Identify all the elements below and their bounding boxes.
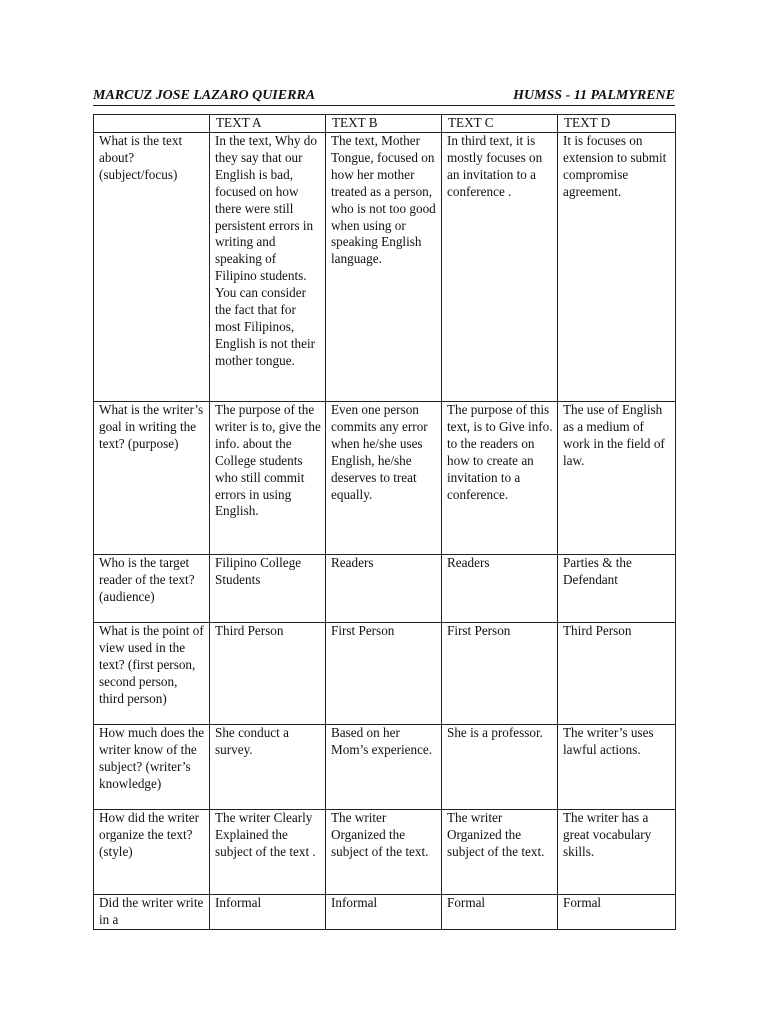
answer-cell-text-c: Readers (442, 555, 558, 623)
answer-cell-text-a: In the text, Why do they say that our English is bad, focused on how there were still persistent errors in writing and speaking of Filipino students. You can consider the fact that for most Filipinos, English is not their mother tongue. (210, 133, 326, 402)
table-row (94, 810, 676, 895)
answer-cell-text-a: She conduct a survey. (210, 725, 326, 810)
answer-cell-text-a: Informal (210, 895, 326, 930)
answer-cell-text-d: Parties & the Defendant (558, 555, 676, 623)
table-row (94, 133, 676, 402)
student-name: MARCUZ JOSE LAZARO QUIERRA (93, 88, 316, 103)
header-cell-text-b: TEXT B (326, 115, 442, 133)
question-cell: What is the point of view used in the text? (first person, second person, third person) (94, 623, 210, 725)
header-cell-text-d: TEXT D (558, 115, 676, 133)
answer-cell-text-c: First Person (442, 623, 558, 725)
answer-cell-text-a: Third Person (210, 623, 326, 725)
header-cell-text-a: TEXT A (210, 115, 326, 133)
header-cell-corner (94, 115, 210, 133)
table-row (94, 555, 676, 623)
question-cell: How much does the writer know of the subject? (writer’s knowledge) (94, 725, 210, 810)
text-analysis-table (93, 114, 676, 930)
answer-cell-text-c: She is a professor. (442, 725, 558, 810)
question-cell: What is the writer’s goal in writing the text? (purpose) (94, 402, 210, 555)
table-row (94, 895, 676, 930)
answer-cell-text-d: Formal (558, 895, 676, 930)
answer-cell-text-d: The writer’s uses lawful actions. (558, 725, 676, 810)
answer-cell-text-b: Informal (326, 895, 442, 930)
question-cell: Did the writer write in a (94, 895, 210, 930)
answer-cell-text-b: Based on her Mom’s experience. (326, 725, 442, 810)
answer-cell-text-a: The writer Clearly Explained the subject of the text . (210, 810, 326, 895)
answer-cell-text-a: Filipino College Students (210, 555, 326, 623)
class-section: HUMSS - 11 PALMYRENE (513, 88, 675, 103)
answer-cell-text-d: Third Person (558, 623, 676, 725)
question-cell: Who is the target reader of the text? (audience) (94, 555, 210, 623)
table-row (94, 402, 676, 555)
answer-cell-text-d: The writer has a great vocabulary skills. (558, 810, 676, 895)
answer-cell-text-c: Formal (442, 895, 558, 930)
answer-cell-text-b: The text, Mother Tongue, focused on how her mother treated as a person, who is not too good when using or speaking English language. (326, 133, 442, 402)
answer-cell-text-b: First Person (326, 623, 442, 725)
table-row (94, 725, 676, 810)
answer-cell-text-c: In third text, it is mostly focuses on an invitation to a conference . (442, 133, 558, 402)
question-cell: How did the writer organize the text? (style) (94, 810, 210, 895)
answer-cell-text-b: Even one person commits any error when he/she uses English, he/she deserves to treat equally. (326, 402, 442, 555)
question-cell: What is the text about? (subject/focus) (94, 133, 210, 402)
answer-cell-text-c: The purpose of this text, is to Give info. to the readers on how to create an invitation to a conference. (442, 402, 558, 555)
answer-cell-text-c: The writer Organized the subject of the text. (442, 810, 558, 895)
answer-cell-text-d: It is focuses on extension to submit compromise agreement. (558, 133, 676, 402)
answer-cell-text-b: Readers (326, 555, 442, 623)
header-cell-text-c: TEXT C (442, 115, 558, 133)
table-header-row (94, 115, 676, 133)
table-row (94, 623, 676, 725)
answer-cell-text-d: The use of English as a medium of work in the field of law. (558, 402, 676, 555)
answer-cell-text-a: The purpose of the writer is to, give the info. about the College students who still commit errors in using English. (210, 402, 326, 555)
answer-cell-text-b: The writer Organized the subject of the text. (326, 810, 442, 895)
page-header (93, 87, 675, 106)
